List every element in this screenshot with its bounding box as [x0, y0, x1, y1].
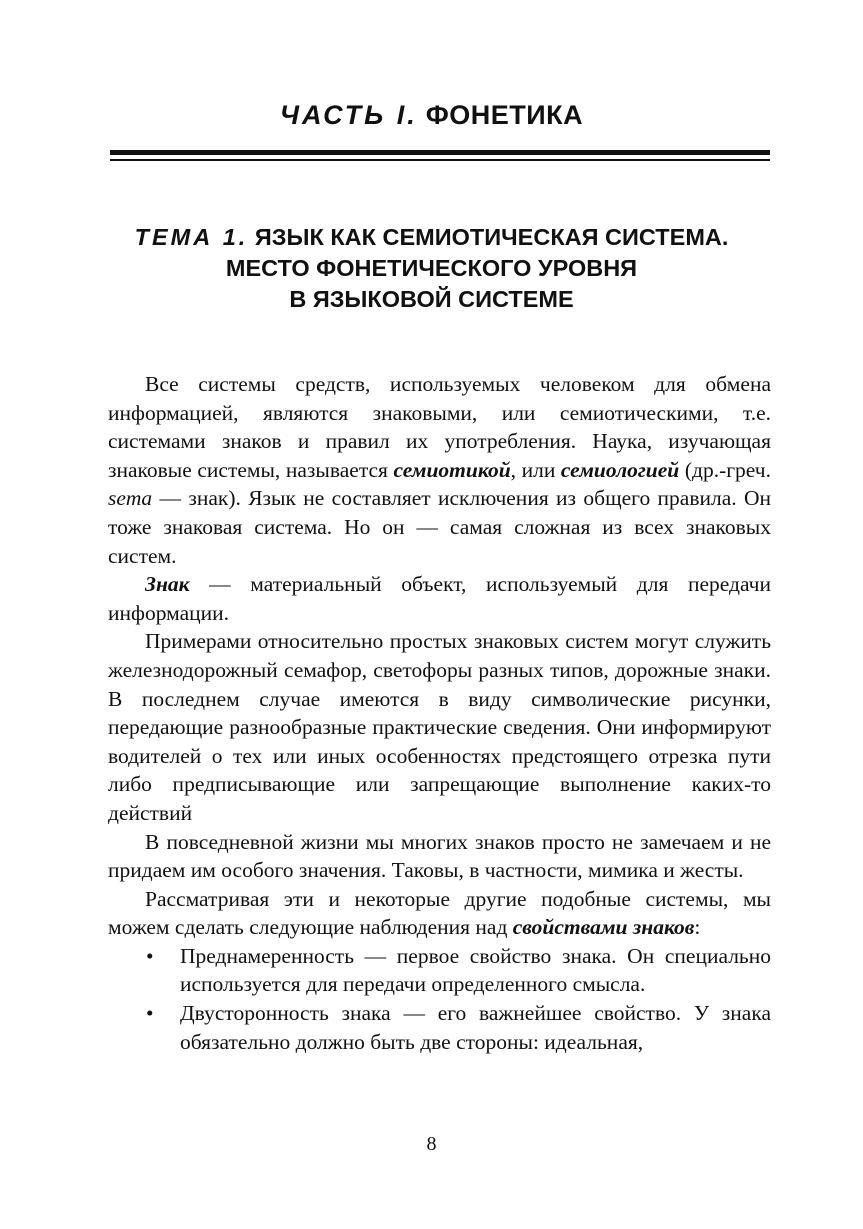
- theme-line1-text: ЯЗЫК КАК СЕМИОТИЧЕСКАЯ СИСТЕМА.: [254, 224, 729, 250]
- paragraph-1: [108, 370, 771, 570]
- p1-text-a: Все системы средств, используемых человеком для обмена информацией, являются знаковыми, или семиотическими, т.е. системами знаков и правил их употребления. Наука, изучающая знаковые системы, называется: [108, 372, 771, 482]
- list-item: [108, 942, 771, 999]
- term-semiotics: семиотикой: [393, 457, 511, 482]
- term-sign: Знак: [145, 572, 190, 597]
- list-item-text: Преднамеренность — первое свойство знака. Он специально используется для передачи определенного смысла.: [180, 943, 771, 997]
- part-title: [0, 100, 863, 131]
- paragraph-4: В повседневной жизни мы многих знаков просто не замечаем и не придаем им особого значения. Таковы, в частности, мимика и жесты.: [108, 829, 771, 883]
- properties-list: [108, 942, 771, 1056]
- theme-title-line-3: В ЯЗЫКОВОЙ СИСТЕМЕ: [289, 286, 574, 312]
- theme-title-line-2: МЕСТО ФОНЕТИЧЕСКОГО УРОВНЯ: [225, 255, 638, 281]
- list-item-text: Двусторонность знака — его важнейшее свойство. У знака обязательно должно быть две стороны: идеальная,: [180, 1001, 771, 1054]
- paragraph-2: [108, 570, 771, 627]
- list-item: [108, 999, 771, 1056]
- bullet-icon: •: [146, 943, 154, 968]
- paragraph-5: [108, 885, 771, 942]
- theme-title: [0, 222, 863, 315]
- p5-text-a: Рассматривая эти и некоторые другие подобные системы, мы можем сделать следующие наблюдения над: [108, 886, 771, 940]
- title-rule-thin: [110, 159, 770, 161]
- bullet-icon: •: [146, 1001, 154, 1026]
- paragraph-3: Примерами относительно простых знаковых систем могут служить железнодорожный семафор, светофоры разных типов, дорожные знаки. В последнем случае имеются в виду символические рисунки, передающие разнообразные практические сведения. Они информируют водителей о тех или иных особенностях предстоящего отрезка пути либо предписывающие или запрещающие выполнение каких-то действий: [108, 629, 771, 825]
- theme-title-line-1: [0, 222, 863, 253]
- p1-text-d: — знак). Язык не составляет исключения из общего правила. Он тоже знаковая система. Но он — самая сложная из всех знаковых систем.: [108, 486, 771, 568]
- part-name: ФОНЕТИКА: [425, 100, 584, 130]
- p1-text-c: (др.-греч.: [679, 457, 771, 482]
- page-number: 8: [426, 1133, 437, 1155]
- greek-word: sema: [108, 486, 153, 511]
- p2-text: — материальный объект, используемый для передачи информации.: [108, 572, 771, 625]
- title-rule-thick: [110, 150, 770, 155]
- term-semiology: семиологией: [560, 457, 680, 482]
- term-sign-properties: свойствами знаков: [512, 915, 695, 940]
- theme-label: ТЕМА 1.: [134, 224, 249, 250]
- p5-text-b: :: [694, 915, 701, 940]
- p1-text-b: , или: [510, 457, 561, 482]
- part-label: ЧАСТЬ I.: [279, 100, 418, 130]
- body-text: [108, 370, 771, 1056]
